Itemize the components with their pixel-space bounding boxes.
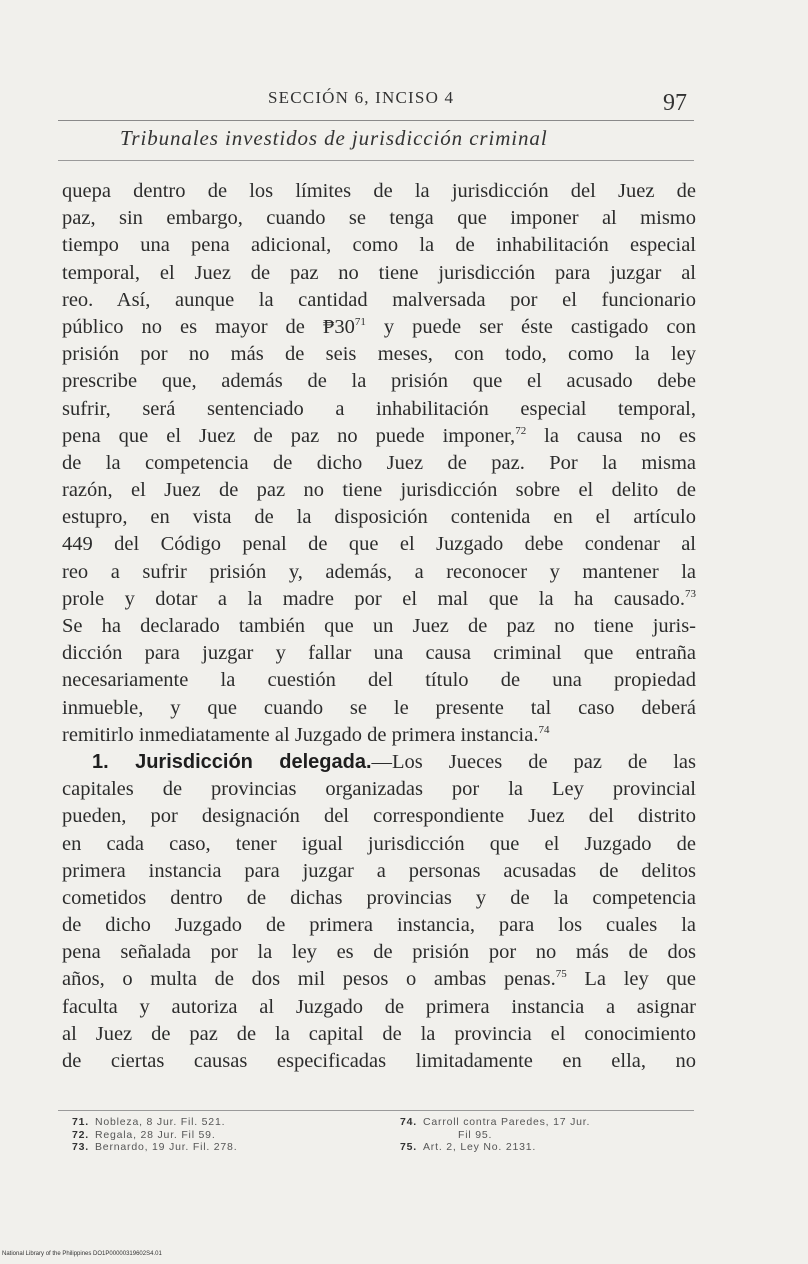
page-number: 97 — [663, 90, 687, 116]
footnote-text: Carroll contra Paredes, 17 Jur. — [423, 1116, 591, 1128]
footnotes-right — [400, 1116, 590, 1154]
line-text: remitirlo inmediatamente al Juzgado de primera instancia. — [62, 723, 539, 746]
text-line: en cada caso, tener igual jurisdicción que el Juzgado de — [62, 832, 696, 855]
footnote — [72, 1141, 237, 1154]
text-line: primera instancia para juzgar a personas acusadas de delitos — [62, 859, 696, 882]
text-line: capitales de provincias organizadas por la Ley provincial — [62, 778, 696, 801]
text-line: de dicho Juzgado de primera instancia, para los cuales la — [62, 914, 696, 937]
footnote-text: Nobleza, 8 Jur. Fil. 521. — [95, 1116, 226, 1128]
footnote — [400, 1141, 590, 1154]
footnote-ref: 71 — [354, 316, 366, 329]
footnote-number: 72. — [72, 1128, 89, 1141]
footnote-text: Bernardo, 19 Jur. Fil. 278. — [95, 1141, 238, 1153]
text-line: prescribe que, además de la prisión que el acusado debe — [62, 370, 696, 393]
line-text: prole y dotar a la madre por el mal que la ha causado. — [62, 587, 685, 610]
footnote-rule — [58, 1110, 694, 1111]
subheading: 1. Jurisdicción delegada. — [92, 750, 372, 773]
text-line: faculta y autoriza al Juzgado de primera instancia a asignar — [62, 995, 696, 1018]
text-line: 449 del Código penal de que el Juzgado debe condenar al — [62, 533, 696, 556]
line-text: público no es mayor de ₱30 — [62, 315, 355, 338]
text-line: Se ha declarado también que un Juez de paz no tiene juris- — [62, 615, 696, 637]
text-line — [62, 586, 696, 613]
text-line: estupro, en vista de la disposición contenida en el artículo — [62, 506, 696, 529]
body-text — [62, 172, 696, 1075]
text-line: sufrir, será sentenciado a inhabilitación especial temporal, — [62, 397, 696, 420]
footnote-ref: 75 — [555, 968, 567, 981]
text-line — [62, 722, 696, 749]
footnote-number: 75. — [400, 1141, 417, 1153]
footnote-ref: 73 — [685, 587, 696, 600]
text-line: paz, sin embargo, cuando se tenga que imponer al mismo — [62, 207, 696, 230]
text-line: pena señalada por la ley es de prisión por no más de dos — [62, 941, 696, 964]
footnote-number: 73. — [72, 1141, 89, 1153]
text-line: al Juez de paz de la capital de la provincia el conocimiento — [62, 1022, 696, 1045]
line-text: la causa no es — [526, 424, 696, 447]
section-title: Tribunales investidos de jurisdicción criminal — [120, 126, 548, 150]
text-line: pueden, por designación del correspondiente Juez del distrito — [62, 805, 696, 828]
running-title: SECCIÓN 6, INCISO 4 — [268, 88, 455, 107]
subheading-rest: —Los Jueces de paz de las — [371, 750, 696, 773]
footnote — [72, 1129, 237, 1142]
text-line: razón, el Juez de paz no tiene jurisdicción sobre el delito de — [62, 479, 696, 502]
footnote-text: Art. 2, Ley No. 2131. — [423, 1141, 537, 1153]
line-text: pena que el Juez de paz no puede imponer, — [62, 424, 516, 447]
text-line: cometidos dentro de dichas provincias y de la competencia — [62, 886, 696, 909]
footnote — [400, 1116, 590, 1129]
footnote-ref: 72 — [515, 424, 527, 437]
footnote-ref: 74 — [538, 723, 550, 736]
text-line — [62, 423, 696, 450]
text-line: prisión por no más de seis meses, con todo, como la ley — [62, 343, 696, 366]
library-imprint: National Library of the Philippines DO1P00000319602S4.01 — [2, 1251, 162, 1257]
header-rule — [58, 120, 694, 121]
line-text: La ley que — [566, 968, 696, 991]
running-head — [0, 88, 808, 118]
text-line: reo. Así, aunque la cantidad malversada por el funcionario — [62, 288, 696, 311]
text-line: dicción para juzgar y fallar una causa criminal que entraña — [62, 642, 696, 665]
footnote-continuation: Fil 95. — [458, 1128, 493, 1141]
line-text: años, o multa de dos mil pesos o ambas penas. — [62, 968, 556, 991]
text-line: tiempo una pena adicional, como la de inhabilitación especial — [62, 234, 696, 257]
paragraph-1 — [62, 178, 696, 749]
text-line — [62, 966, 696, 993]
footnote-number: 71. — [72, 1116, 89, 1128]
footnote-number: 74. — [400, 1116, 417, 1128]
subheading-line — [62, 749, 696, 776]
footnotes-left — [72, 1116, 237, 1154]
text-line — [62, 314, 696, 341]
text-line: quepa dentro de los límites de la jurisdicción del Juez de — [62, 180, 696, 202]
text-line: necesariamente la cuestión del título de una propiedad — [62, 669, 696, 692]
text-line: reo a sufrir prisión y, además, a reconocer y mantener la — [62, 560, 696, 583]
footnote-text: Regala, 28 Jur. Fil 59. — [95, 1128, 216, 1141]
line-text: y puede ser éste castigado con — [365, 315, 696, 338]
text-line: temporal, el Juez de paz no tiene jurisdicción para juzgar al — [62, 261, 696, 284]
text-line: de la competencia de dicho Juez de paz. Por la misma — [62, 451, 696, 474]
text-line: de ciertas causas especificadas limitadamente en ella, no — [62, 1050, 696, 1072]
footnote — [72, 1116, 237, 1129]
paragraph-2 — [62, 749, 696, 1075]
section-title-rule — [58, 160, 694, 161]
text-line: inmueble, y que cuando se le presente tal caso deberá — [62, 696, 696, 719]
